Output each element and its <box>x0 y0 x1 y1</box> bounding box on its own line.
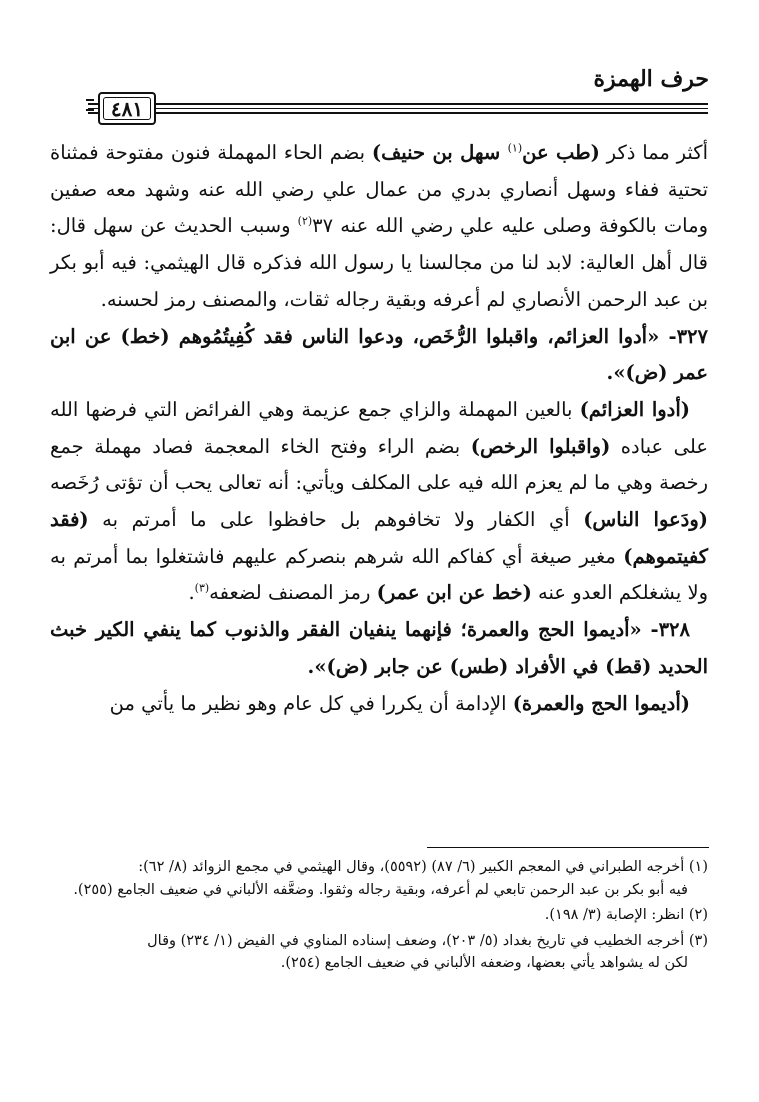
header-rule <box>88 108 708 109</box>
quoted-phrase: (ودَعوا الناس) <box>583 508 708 532</box>
quoted-phrase: (خط عن ابن عمر) <box>376 581 532 605</box>
header-rule <box>88 112 708 114</box>
source-code: (طب عن <box>522 141 600 164</box>
footnote-text: (١) أخرجه الطبراني في المعجم الكبير (٦/ ٨٧) (٥٥٩٢)، وقال الهيثمي في مجمع الزوائد (٨/ ٦٢): <box>138 859 708 875</box>
text-run: أي الكفار ولا تخافوهم بل حافظوا على ما أمرتم به <box>88 508 584 532</box>
footnote-text: لكن له يشواهد يأتي بعضها، وضعفه الألباني في ضعيف الجامع (٢٥٤). <box>280 955 688 971</box>
quoted-phrase: (فقد كفيتموهم) <box>50 508 708 568</box>
header-ornament <box>86 99 94 111</box>
footnote-ref: (١) <box>507 141 523 155</box>
text-run: بالعين المهملة والزاي جمع عزيمة وهي الفرائض التي فرضها الله على عباده <box>50 397 708 458</box>
commentary-paragraph <box>50 392 708 612</box>
quoted-phrase: (واقبلوا الرخص) <box>470 434 611 458</box>
text-run: أكثر مما ذكر <box>599 141 709 164</box>
quoted-phrase: (أدوا العزائم) <box>579 397 690 421</box>
running-title: حرف الهمزة <box>593 66 709 92</box>
quoted-phrase: (أديموا الحج والعمرة) <box>512 691 690 715</box>
footnote-ref: (٣) <box>194 581 210 595</box>
main-text <box>50 135 708 722</box>
footnote-text: (٣) أخرجه الخطيب في تاريخ بغداد (٥/ ٢٠٣)، وضعف إسناده المناوي في الفيض (١/ ٢٣٤) وقال <box>147 932 708 949</box>
page-number: ٤٨١ <box>110 96 144 121</box>
text-run: بضم الراء وفتح الخاء المعجمة فصاد مهملة جمع رخصة وهي ما لم يعزم الله فيه على المكلف ويأتي: أنه تعالى يحب أن تؤتى رُخَصه <box>50 434 708 495</box>
text-run: الإدامة أن يكررا في كل عام وهو نظير ما يأتي من <box>109 691 513 715</box>
hadith-328: ٣٢٨- «أديموا الحج والعمرة؛ فإنهما ينفيان الفقر والذنوب كما ينفي الكير خبث الحديد (قط) في الأفراد (طس) عن جابر (ض)». <box>50 618 708 678</box>
footnote-text: فيه أبو بكر بن عبد الرحمن تابعي لم أعرفه، وبقية رجاله وثقوا. وضعَّفه الألباني في ضعيف الجامع (٢٥٥). <box>73 881 688 898</box>
hadith-327: ٣٢٧- «أدوا العزائم، واقبلوا الرُّخَص، ودعوا الناس فقد كُفِيتُمُوهم (خط) عن ابن عمر (ض)». <box>50 324 708 385</box>
text-run: . <box>188 581 195 605</box>
footnote-3 <box>50 930 708 975</box>
commentary-paragraph <box>50 686 708 723</box>
text-run: رمز المصنف لضعفه <box>209 581 377 605</box>
footnote-ref: (٢) <box>297 214 313 228</box>
page-number-frame <box>98 92 156 125</box>
narrator-name: سهل بن حنيف) <box>371 141 508 164</box>
footnotes <box>50 856 708 978</box>
commentary-paragraph <box>50 135 708 319</box>
footnote-2: (٢) انظر: الإصابة (٣/ ١٩٨). <box>544 907 708 923</box>
footnote-1 <box>50 856 708 901</box>
text-run: بضم الحاء المهملة فنون مفتوحة فمثناة تحتية ففاء وسهل أنصاري بدري من عمال علي رضي الله عنه وشهد معه صفين ومات بالكوفة وصلى عليه علي رضي الله عنه ٣٧ <box>50 141 708 238</box>
text-run: مغير صيغة أي كفاكم الله شرهم بنصركم عليهم فاشتغلوا بما أمرتم به ولا يشغلكم العدو عنه <box>50 544 708 605</box>
header-rule <box>88 103 708 105</box>
text-run: وسبب الحديث عن سهل قال: قال أهل العالية: لابد لنا من مجالسنا يا رسول الله فذكره قال الهيثمي: فيه أبو بكر بن عبد الرحمن الأنصاري لم أعرفه وبقية رجاله ثقات، والمصنف رمز لحسنه. <box>50 214 708 311</box>
footnote-separator <box>427 847 709 848</box>
